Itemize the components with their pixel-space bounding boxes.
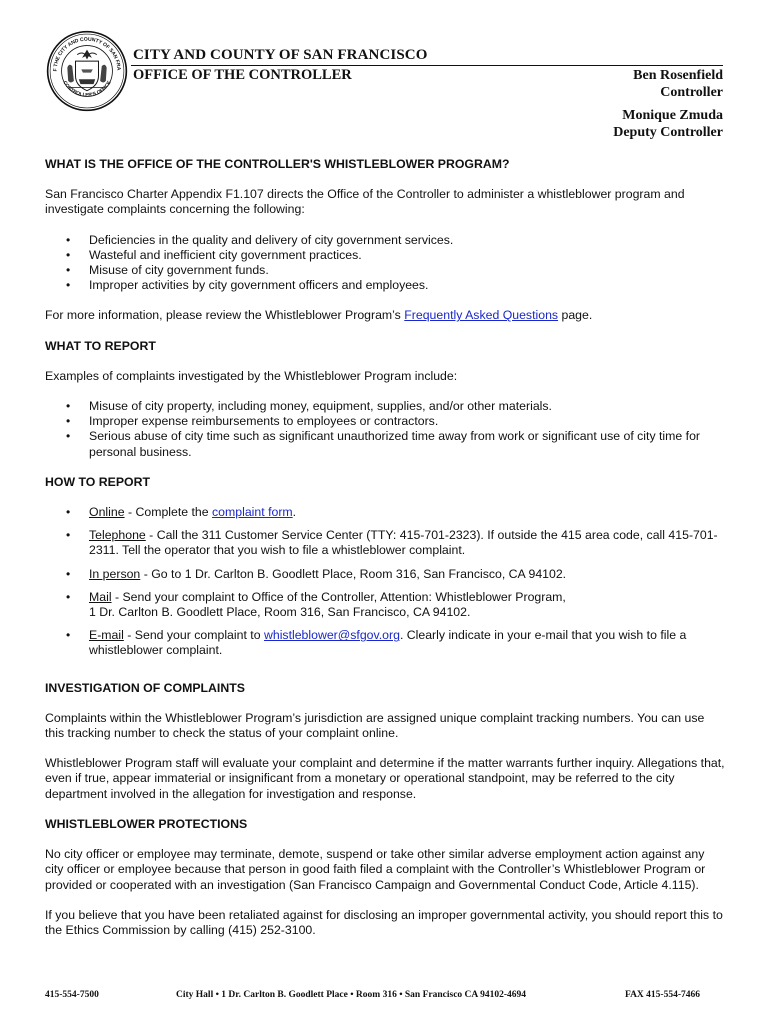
report-bullet-list xyxy=(45,399,725,460)
deputy-title: Deputy Controller xyxy=(613,125,723,140)
list-item: • Misuse of city property, including money, equipment, supplies, and/or other materials. xyxy=(45,399,725,414)
list-item: • Wasteful and inefficient city government practices. xyxy=(45,248,725,263)
complaint-form-link[interactable]: complaint form xyxy=(212,505,293,520)
list-item: • Deficiencies in the quality and delivery of city government services. xyxy=(45,233,725,248)
controller-title: Controller xyxy=(660,85,723,100)
in-person-label: In person xyxy=(89,566,141,581)
how-to-report-list xyxy=(45,505,725,659)
protections-paragraph-2: If you believe that you have been retaliated against for disclosing an improper governmental activity, you should report this to the Ethics Commission by calling (415) 252-3100. xyxy=(45,907,723,937)
seal-bottom-text: CONTROLLER'S OFFICE xyxy=(61,80,113,99)
program-bullet-list xyxy=(45,233,725,294)
footer-phone: 415-554-7500 xyxy=(45,990,99,1000)
list-item: • Improper expense reimbursements to employees or contractors. xyxy=(45,414,725,429)
faq-link[interactable]: Frequently Asked Questions xyxy=(404,308,559,323)
telephone-label: Telephone xyxy=(89,528,146,543)
list-item: • Telephone - Call the 311 Customer Service Center (TTY: 415-701-2323). If outside the 415 area code, call 415-701-2311. Tell the operator that you wish to file a whistleblower complaint. xyxy=(45,528,725,558)
deputy-name: Monique Zmuda xyxy=(622,108,723,123)
section-heading-program: WHAT IS THE OFFICE OF THE CONTROLLER'S WHISTLEBLOWER PROGRAM? xyxy=(45,157,510,171)
header-divider xyxy=(131,65,723,66)
section-heading-how-to-report: HOW TO REPORT xyxy=(45,474,150,489)
section-heading-what-to-report: WHAT TO REPORT xyxy=(45,338,156,353)
more-info-text: For more information, please review the Whistleblower Program’s Frequently Asked Questions page. xyxy=(45,308,593,323)
protections-paragraph-1: No city officer or employee may terminate, demote, suspend or take other similar adverse employment action against any city officer or employee because that person in good faith filed a complaint with the Controller’s Whistleblower Program or provided or cooperated with an investigation (San Francisco Campaign and Governmental Conduct Code, Article 4.115). xyxy=(45,847,706,892)
email-label: E-mail xyxy=(89,628,124,643)
org-name: CITY AND COUNTY OF SAN FRANCISCO xyxy=(133,47,428,63)
list-item: • Serious abuse of city time such as significant unauthorized time away from work or significant use of city time for personal business. xyxy=(45,429,725,459)
list-item: • Mail - Send your complaint to Office of the Controller, Attention: Whistleblower Program, 1 Dr. Carlton B. Goodlett Place, Room 316, San Francisco, CA 94102. xyxy=(45,590,725,620)
controller-name: Ben Rosenfield xyxy=(633,68,723,83)
list-item: • In person - Go to 1 Dr. Carlton B. Goodlett Place, Room 316, San Francisco, CA 94102. xyxy=(45,567,725,582)
mail-label: Mail xyxy=(89,589,112,604)
sf-city-seal-icon xyxy=(46,30,128,112)
investigation-paragraph-1: Complaints within the Whistleblower Program’s jurisdiction are assigned unique complaint tracking numbers. You can use this tracking number to check the status of your complaint online. xyxy=(45,710,705,741)
section-heading-protections: WHISTLEBLOWER PROTECTIONS xyxy=(45,816,248,831)
whistleblower-email-link[interactable]: whistleblower@sfgov.org xyxy=(263,628,400,643)
section-heading-investigation: INVESTIGATION OF COMPLAINTS xyxy=(45,680,245,695)
investigation-paragraph-2: Whistleblower Program staff will evaluate your complaint and determine if the matter warrants further inquiry. Allegations that, even if true, appear immaterial or insignificant from a monetary or operational standpoint, may be referred to the city department involved in the allegation for investigation and response. xyxy=(45,756,725,801)
online-label: Online xyxy=(89,505,125,520)
office-name: OFFICE OF THE CONTROLLER xyxy=(133,67,352,83)
list-item: • Misuse of city government funds. xyxy=(45,263,725,278)
what-to-report-intro: Examples of complaints investigated by the Whistleblower Program include: xyxy=(45,368,458,383)
list-item: • E-mail - Send your complaint to whistleblower@sfgov.org. Clearly indicate in your e-mail that you wish to file a whistleblower complaint. xyxy=(45,628,725,658)
program-intro: San Francisco Charter Appendix F1.107 directs the Office of the Controller to administer a whistleblower program and investigate complaints concerning the following: xyxy=(45,187,685,217)
document-body xyxy=(45,150,725,938)
officials-block xyxy=(613,67,723,141)
footer-fax: FAX 415-554-7466 xyxy=(624,990,700,1000)
list-item: • Improper activities by city government officers and employees. xyxy=(45,278,725,293)
list-item: • Online - Complete the complaint form. xyxy=(45,505,725,520)
footer-address: City Hall • 1 Dr. Carlton B. Goodlett Place • Room 316 • San Francisco CA 94102-4694 xyxy=(176,990,527,1000)
seal-ring-text: F THE CITY AND COUNTY OF SAN FRA xyxy=(52,36,122,72)
